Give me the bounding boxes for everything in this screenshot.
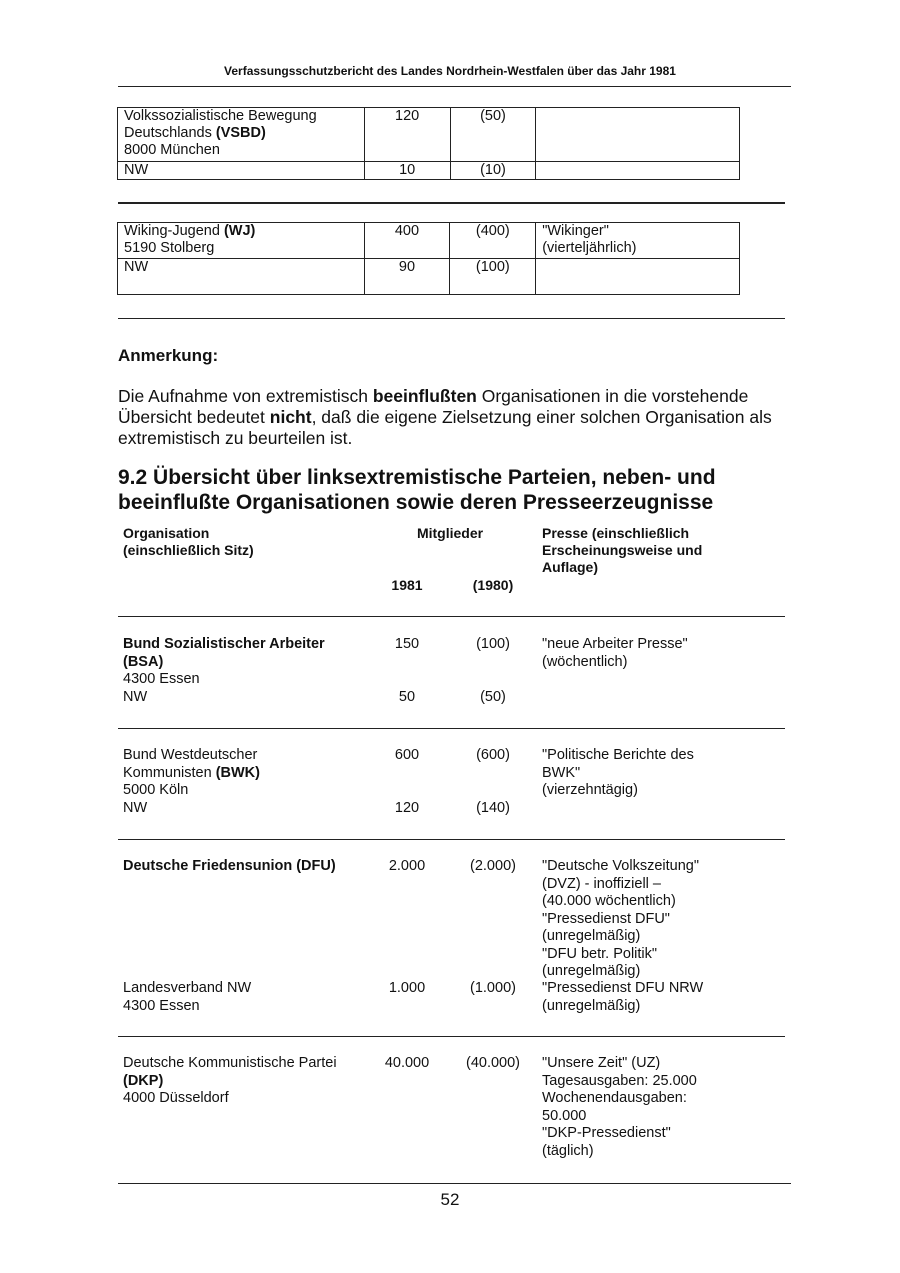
members-1981: 40.000	[384, 1055, 430, 1071]
org-name-line: Volkssozialistische Bewegung	[124, 108, 317, 124]
nw-1981: 90	[364, 259, 450, 295]
members-1981: 400	[364, 223, 450, 259]
lv-1981: 1.000	[388, 980, 426, 996]
org-sitz: 8000 München	[124, 142, 220, 158]
table-rule	[118, 839, 785, 840]
members-1980: (100)	[476, 636, 510, 652]
org-bwk: Bund Westdeutscher Kommunisten (BWK) 5000 Köln NW	[123, 747, 260, 816]
nw-1980: (140)	[476, 800, 510, 816]
note-title: Anmerkung:	[118, 346, 219, 365]
col-header-1981: 1981	[391, 577, 423, 593]
presse-cell	[536, 223, 740, 259]
col-header-org: Organisation (einschließlich Sitz)	[123, 525, 254, 558]
table-rule	[118, 616, 785, 617]
nw-1981: 50	[398, 689, 416, 705]
nw-label: NW	[118, 259, 365, 295]
org-dfu: Deutsche Friedensunion (DFU)	[123, 858, 336, 874]
org-sitz: 5190 Stolberg	[124, 240, 215, 256]
org-dfu-landesverband: Landesverband NW 4300 Essen	[123, 980, 252, 1014]
table-rule	[118, 728, 785, 729]
nw-1980: (10)	[450, 162, 536, 180]
presse-dfu: "Deutsche Volkszeitung" (DVZ) - inoffiziell – (40.000 wöchentlich) "Pressedienst DFU" (unregelmäßig) "DFU betr. Politik" (unregelmäßig)	[542, 858, 699, 979]
section-title: 9.2 Übersicht über linksextremistische Parteien, neben- und beeinflußte Organisationen sowie deren Presseerzeugnisse	[118, 466, 716, 514]
header-rule	[118, 86, 791, 87]
vsbd-table	[117, 107, 740, 180]
presse-cell	[536, 162, 740, 180]
org-cell	[118, 108, 365, 162]
table-rule	[118, 1036, 785, 1037]
nw-1981: 10	[364, 162, 450, 180]
col-header-presse: Presse (einschließlich Erscheinungsweise und Auflage)	[542, 525, 703, 575]
presse-cell	[536, 259, 740, 295]
members-1980: (50)	[450, 108, 536, 162]
members-1980: (600)	[476, 747, 510, 763]
nw-1980: (50)	[480, 689, 506, 705]
lv-1980: (1.000)	[470, 980, 516, 996]
wj-table	[117, 222, 740, 295]
presse-bwk: "Politische Berichte des BWK" (vierzehntägig)	[542, 747, 694, 798]
members-1981: 120	[364, 108, 450, 162]
members-1980: (400)	[450, 223, 536, 259]
org-bsa: Bund Sozialistischer Arbeiter (BSA) 4300 Essen NW	[123, 636, 325, 705]
org-name-line: Deutschlands (VSBD)	[124, 125, 266, 141]
section-rule	[118, 202, 785, 204]
org-abbrev: (VSBD)	[215, 125, 266, 141]
running-header: Verfassungsschutzbericht des Landes Nordrhein-Westfalen über das Jahr 1981	[224, 64, 676, 78]
section-rule	[118, 318, 785, 319]
members-1981: 2.000	[388, 858, 426, 874]
nw-label: NW	[118, 162, 365, 180]
presse-bsa: "neue Arbeiter Presse" (wöchentlich)	[542, 636, 688, 670]
col-header-1980: (1980)	[472, 577, 514, 593]
col-header-mitglieder: Mitglieder	[416, 525, 484, 541]
org-name-line: Wiking-Jugend (WJ)	[124, 223, 256, 239]
presse-cell	[536, 108, 740, 162]
presse-dfu-lv: "Pressedienst DFU NRW (unregelmäßig)	[542, 980, 704, 1014]
nw-1981: 120	[394, 800, 420, 816]
org-abbrev: (WJ)	[223, 223, 256, 239]
org-dkp: Deutsche Kommunistische Partei (DKP) 4000 Düsseldorf	[123, 1055, 337, 1106]
note-text: Die Aufnahme von extremistisch beeinflußten Organisationen in die vorstehende Übersicht bedeutet nicht, daß die eigene Zielsetzung einer solchen Organisation als extremistisch zu beurteilen ist.	[118, 386, 772, 448]
page-number: 52	[440, 1190, 460, 1209]
footer-rule	[118, 1183, 791, 1184]
nw-1980: (100)	[450, 259, 536, 295]
members-1980: (40.000)	[465, 1055, 520, 1071]
org-cell	[118, 223, 365, 259]
presse-line: (vierteljährlich)	[542, 240, 637, 256]
members-1981: 150	[394, 636, 420, 652]
members-1980: (2.000)	[470, 858, 516, 874]
presse-dkp: "Unsere Zeit" (UZ) Tagesausgaben: 25.000 Wochenendausgaben: 50.000 "DKP-Pressedienst" (täglich)	[542, 1055, 697, 1159]
presse-line: "Wikinger"	[542, 223, 609, 239]
members-1981: 600	[394, 747, 420, 763]
